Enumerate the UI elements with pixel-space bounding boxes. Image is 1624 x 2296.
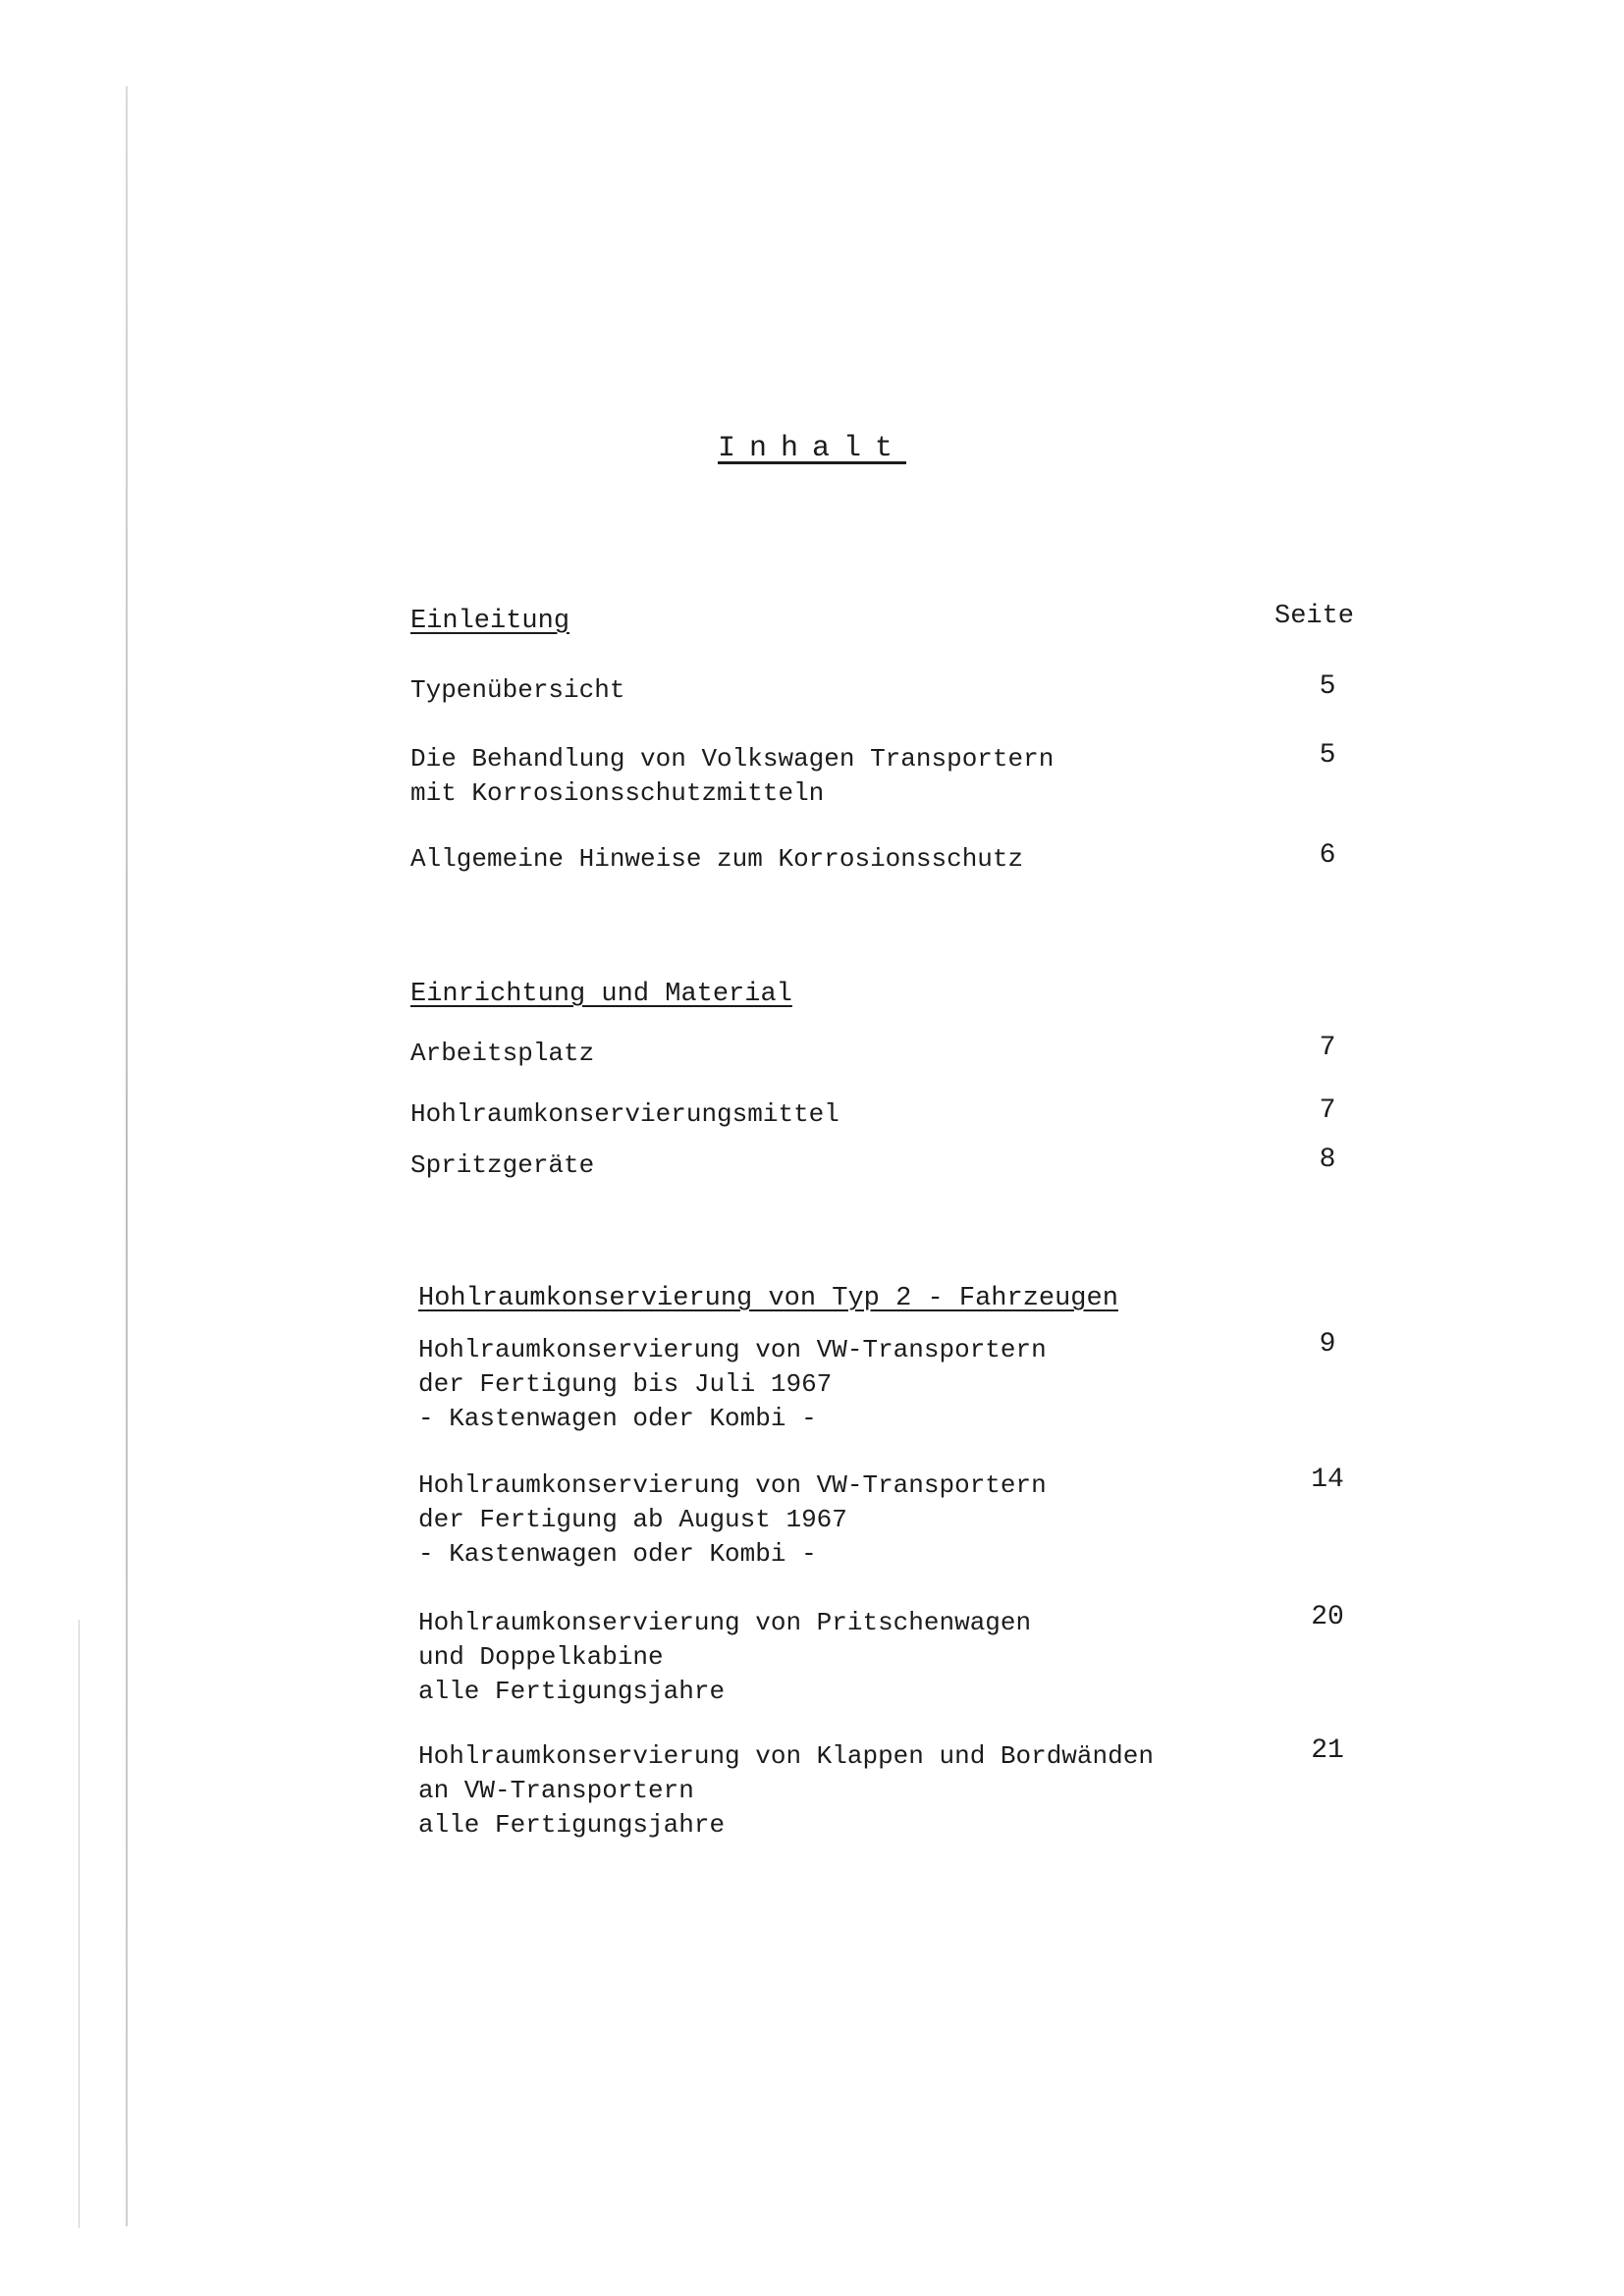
toc-page-number: 5 bbox=[1319, 671, 1336, 702]
toc-entry bbox=[410, 842, 1023, 877]
toc-page-number: 7 bbox=[1319, 1033, 1336, 1063]
toc-entry-text: Hohlraumkonservierung von Klappen und Bordwänden bbox=[418, 1741, 1154, 1771]
toc-page-number: 6 bbox=[1319, 840, 1336, 871]
page-title: Inhalt bbox=[717, 432, 907, 465]
toc-entry-text: an VW-Transportern bbox=[418, 1776, 694, 1805]
toc-entry bbox=[410, 673, 624, 708]
toc-page-number: 8 bbox=[1319, 1145, 1336, 1175]
toc-entry-text: mit Korrosionsschutzmitteln bbox=[410, 778, 825, 808]
toc-entry-text: und Doppelkabine bbox=[418, 1642, 664, 1672]
toc-entry-text: Typenübersicht bbox=[410, 675, 625, 705]
toc-entry bbox=[410, 1148, 594, 1183]
toc-entry-text: Die Behandlung von Volkswagen Transportern bbox=[410, 744, 1055, 774]
toc-page-number: 5 bbox=[1319, 740, 1336, 771]
toc-entry-text: alle Fertigungsjahre bbox=[418, 1810, 726, 1840]
toc-entry-text: - Kastenwagen oder Kombi - bbox=[418, 1539, 817, 1569]
toc-page-number: 21 bbox=[1311, 1735, 1344, 1766]
toc-page-number: 9 bbox=[1319, 1329, 1336, 1360]
toc-entry bbox=[410, 742, 1054, 811]
toc-entry-text: Spritzgeräte bbox=[410, 1150, 595, 1180]
toc-entry-text: - Kastenwagen oder Kombi - bbox=[418, 1404, 817, 1433]
toc-page-number: 7 bbox=[1319, 1095, 1336, 1126]
toc-entry bbox=[410, 1097, 839, 1132]
toc-entry-text: Hohlraumkonservierung von Pritschenwagen bbox=[418, 1608, 1032, 1637]
toc-entry-text: Hohlraumkonservierungsmittel bbox=[410, 1099, 839, 1129]
toc-entry-text: Hohlraumkonservierung von VW-Transportern bbox=[418, 1470, 1047, 1500]
binding-edge-line bbox=[126, 86, 128, 2226]
toc-entry-text: alle Fertigungsjahre bbox=[418, 1677, 726, 1706]
toc-entry-text: der Fertigung ab August 1967 bbox=[418, 1505, 847, 1534]
toc-entry-text: Hohlraumkonservierung von VW-Transportern bbox=[418, 1335, 1047, 1364]
section-heading: Einrichtung und Material bbox=[410, 980, 792, 1009]
toc-page-number: 14 bbox=[1311, 1465, 1344, 1495]
section-heading: Hohlraumkonservierung von Typ 2 - Fahrzeugen bbox=[418, 1284, 1118, 1313]
toc-entry-text: Arbeitsplatz bbox=[410, 1039, 595, 1068]
page-column-label: Seite bbox=[1274, 602, 1355, 631]
binding-edge-line bbox=[79, 1620, 80, 2228]
section-heading: Einleitung bbox=[410, 607, 570, 636]
toc-entry-text: der Fertigung bis Juli 1967 bbox=[418, 1369, 833, 1399]
toc-entry bbox=[410, 1037, 594, 1071]
toc-page-number: 20 bbox=[1311, 1602, 1344, 1632]
toc-entry-text: Allgemeine Hinweise zum Korrosionsschutz bbox=[410, 844, 1024, 874]
toc-entry bbox=[418, 1333, 1047, 1436]
toc-entry bbox=[418, 1739, 1154, 1842]
toc-entry bbox=[418, 1468, 1047, 1572]
toc-entry bbox=[418, 1606, 1031, 1709]
